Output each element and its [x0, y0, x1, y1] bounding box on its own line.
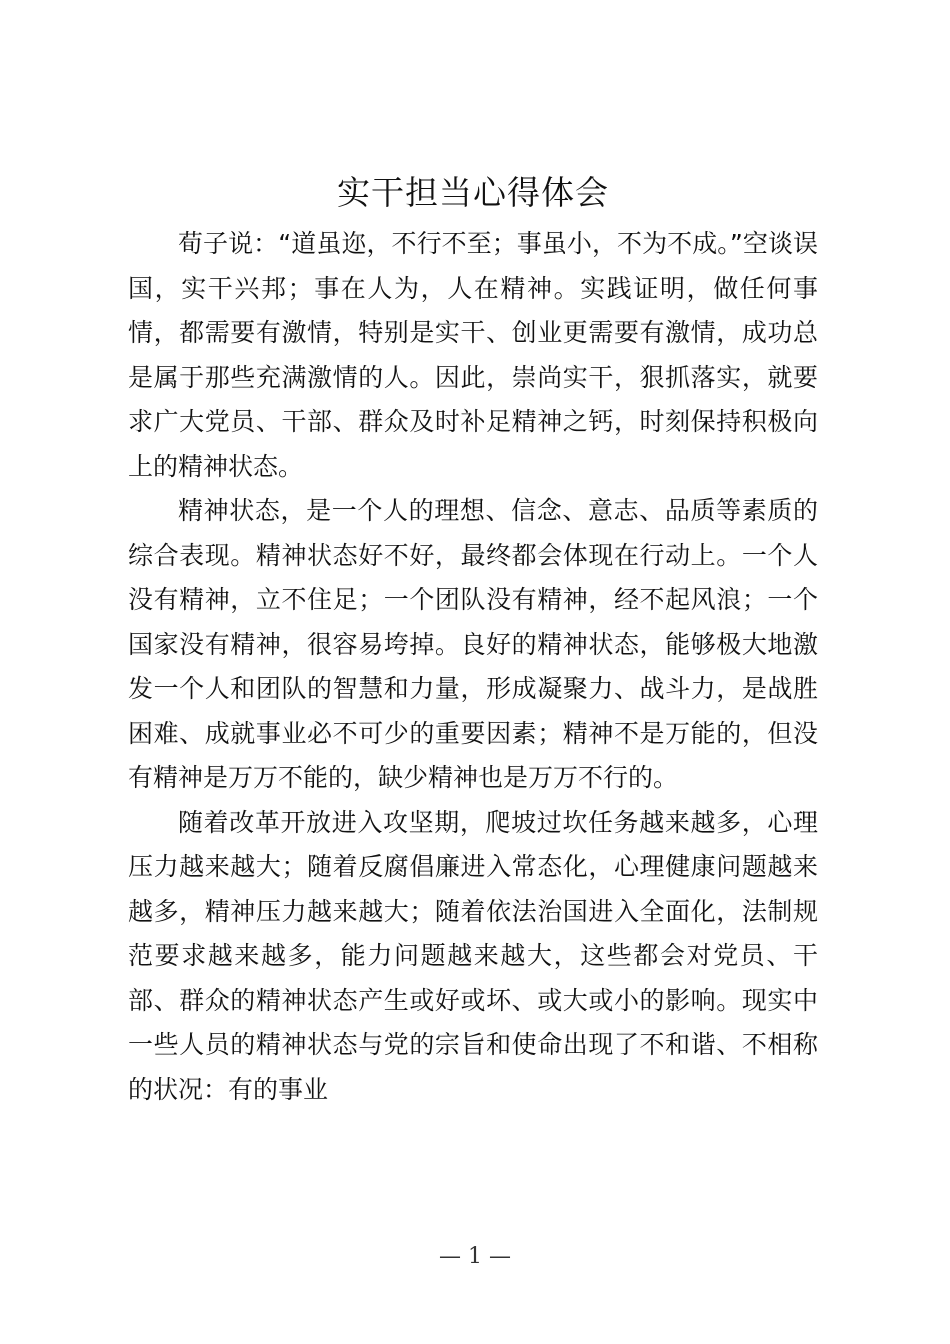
paragraph-3: 随着改革开放进入攻坚期，爬坡过坎任务越来越多，心理压力越来越大；随着反腐倡廉进入常态化，心理健康问题越来越多，精神压力越来越大；随着依法治国进入全面化，法制规范要求越来越多，能力问题越来越大，这些都会对党员、干部、群众的精神状态产生或好或坏、或大或小的影响。现实中一些人员的精神状态与党的宗旨和使命出现了不和谐、不相称的状况：有的事业	[128, 807, 818, 1104]
document-title: 实干担当心得体会	[337, 173, 609, 212]
page-number: — 1 —	[439, 1244, 511, 1269]
paragraph-1: 荀子说：“道虽迩，不行不至；事虽小，不为不成。”空谈误国，实干兴邦；事在人为，人在精神。实践证明，做任何事情，都需要有激情，特别是实干、创业更需要有激情，成功总是属于那些充满激情的人。因此，崇尚实干，狠抓落实，就要求广大党员、干部、群众及时补足精神之钙，时刻保持积极向上的精神状态。	[128, 229, 818, 481]
document-body	[128, 222, 818, 1112]
paragraph-2: 精神状态，是一个人的理想、信念、意志、品质等素质的综合表现。精神状态好不好，最终都会体现在行动上。一个人没有精神，立不住足；一个团队没有精神，经不起风浪；一个国家没有精神，很容易垮掉。良好的精神状态，能够极大地激发一个人和团队的智慧和力量，形成凝聚力、战斗力，是战胜困难、成就事业必不可少的重要因素；精神不是万能的，但没有精神是万万不能的，缺少精神也是万万不行的。	[128, 496, 818, 792]
